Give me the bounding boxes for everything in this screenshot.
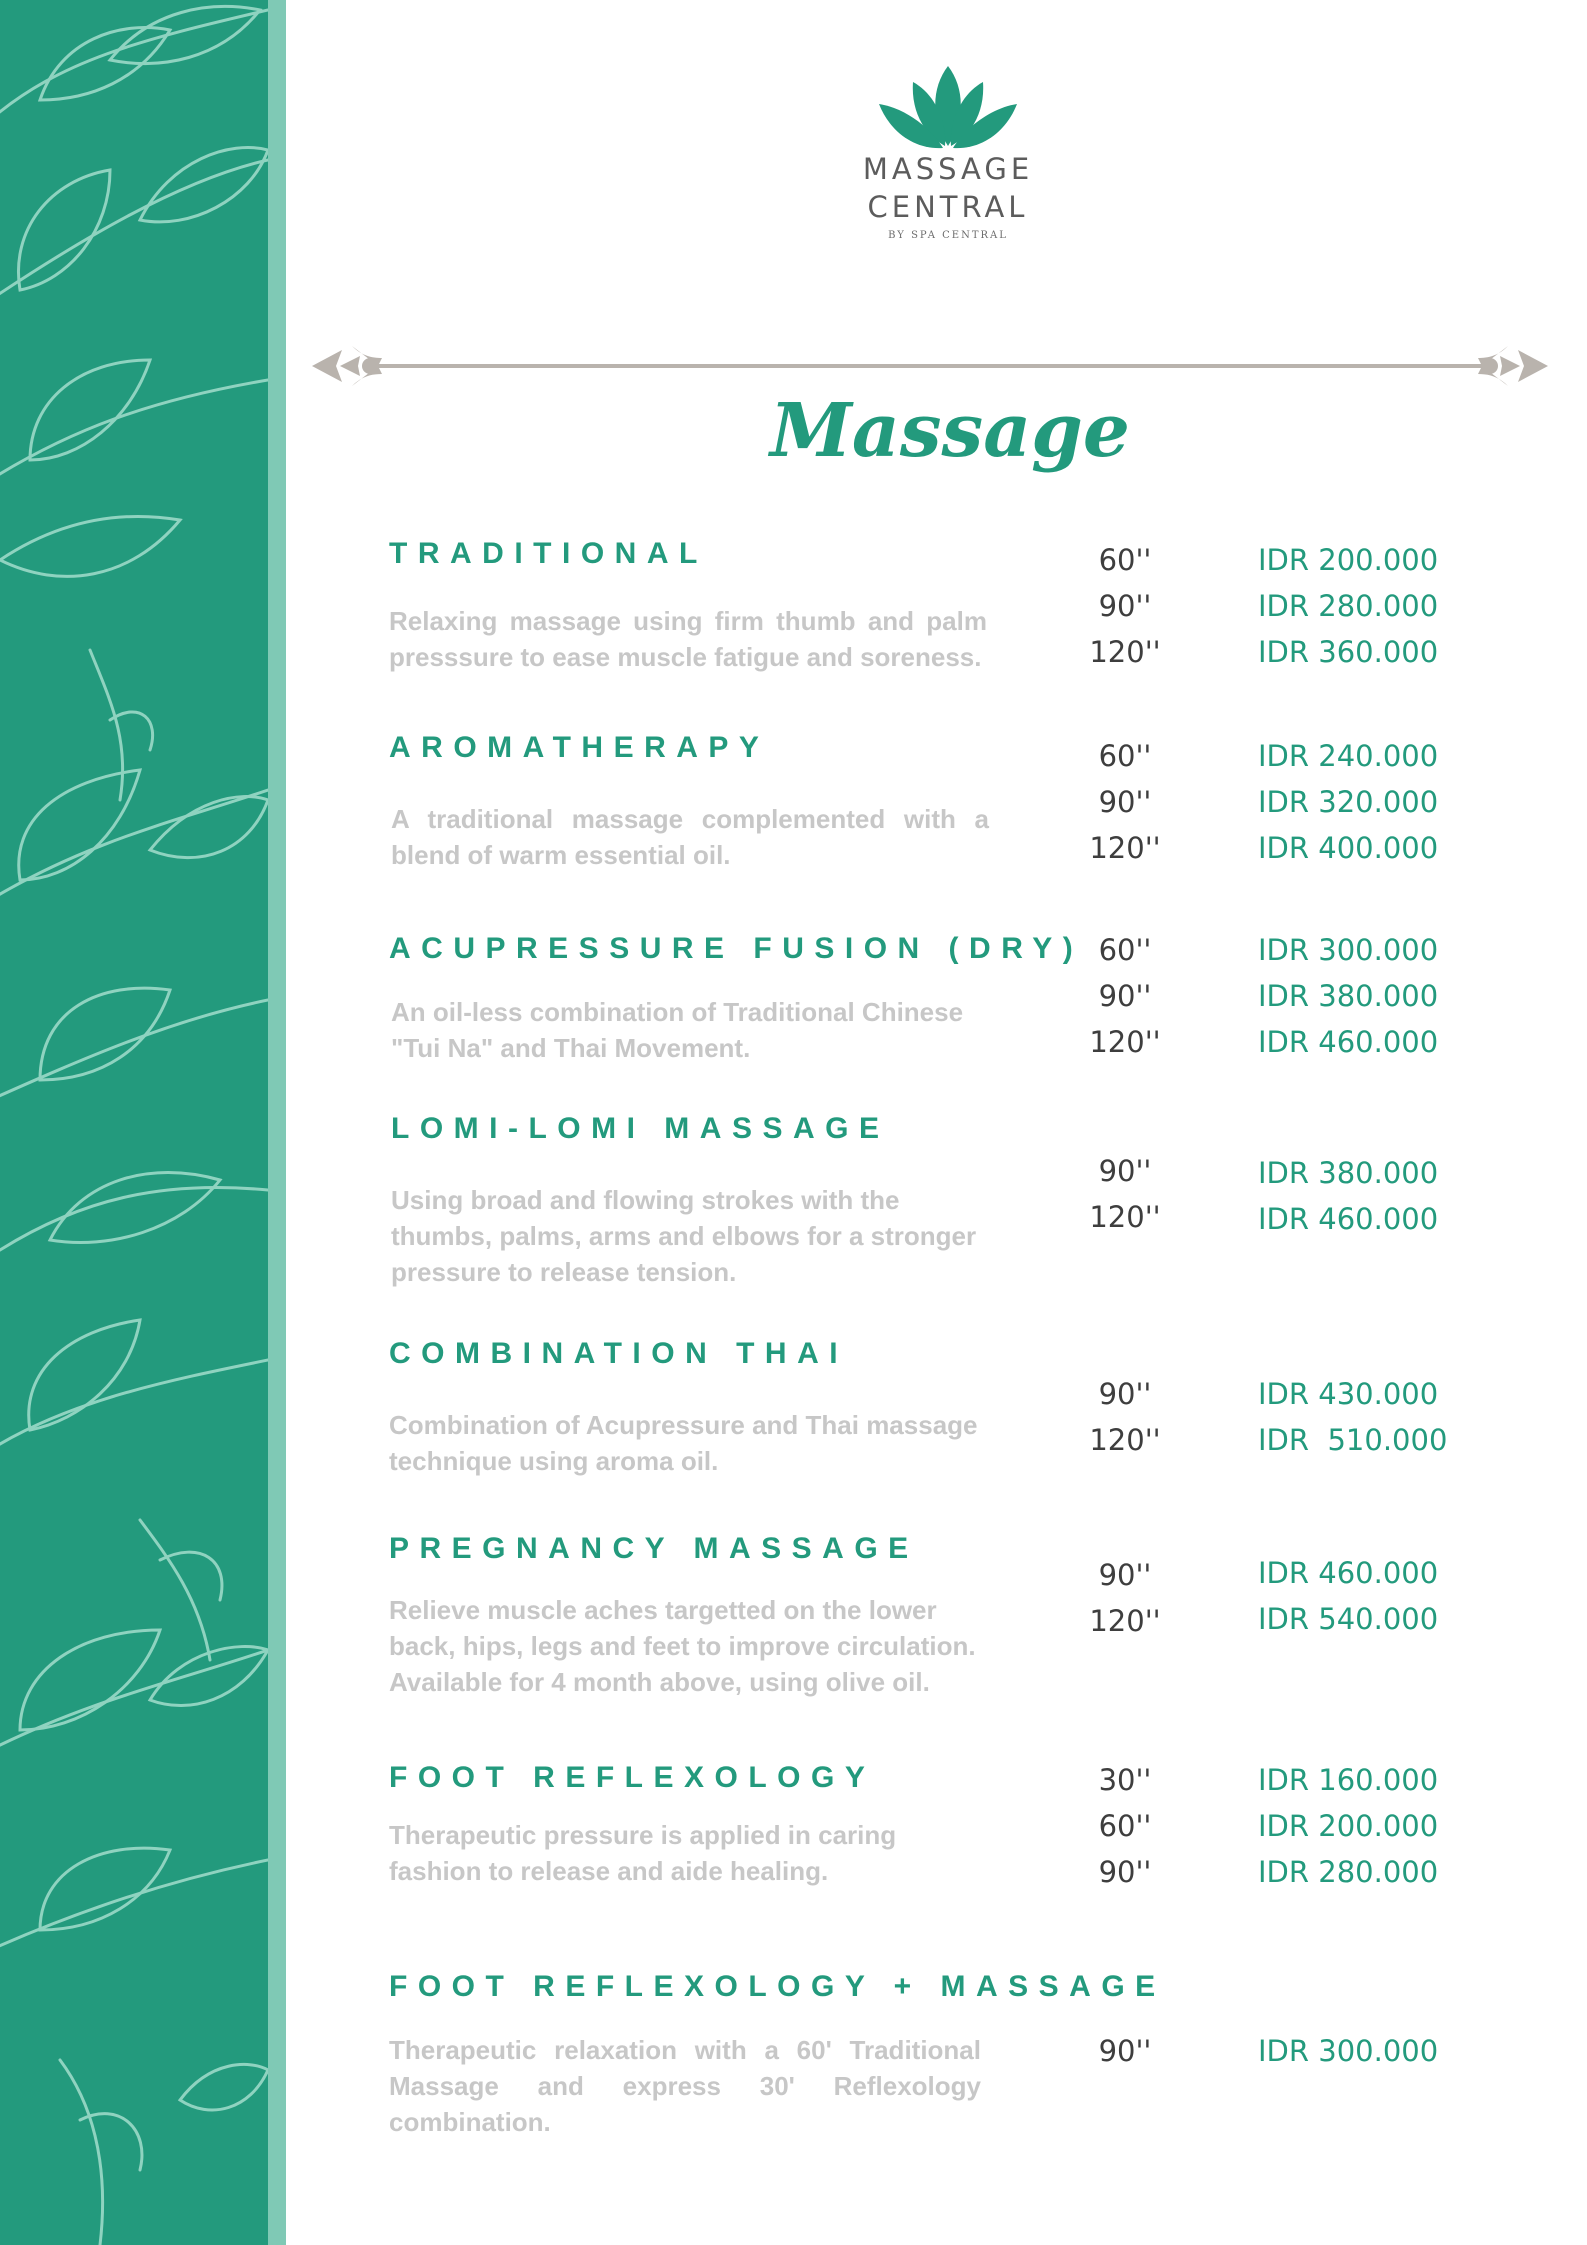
duration: 90''	[1098, 1855, 1152, 1889]
price-list	[1258, 1150, 1498, 1242]
price: IDR 460.000	[1258, 1202, 1439, 1236]
service-description: Combination of Acupressure and Thai massage technique using aroma oil.	[389, 1410, 978, 1476]
price-list	[1258, 927, 1498, 1065]
duration: 90''	[1098, 979, 1152, 1013]
service-name: AROMATHERAPY	[389, 731, 770, 764]
price: IDR 460.000	[1258, 1025, 1439, 1059]
duration: 90''	[1098, 2034, 1152, 2068]
price: IDR 160.000	[1258, 1763, 1439, 1797]
service-description: A traditional massage complemented with a blend of warm essential oil.	[391, 804, 989, 870]
decorative-sidebar	[0, 0, 268, 2245]
price-list	[1258, 1550, 1498, 1642]
price: IDR 380.000	[1258, 979, 1439, 1013]
duration: 60''	[1098, 1809, 1152, 1843]
price: IDR 200.000	[1258, 543, 1439, 577]
price-list	[1258, 1371, 1498, 1463]
price-list	[1258, 537, 1498, 675]
price-list	[1258, 733, 1498, 871]
price: IDR 240.000	[1258, 739, 1439, 773]
duration-list	[1060, 537, 1190, 675]
duration-list	[1060, 2028, 1190, 2074]
service-name: PREGNANCY MASSAGE	[389, 1532, 919, 1565]
brand-logo	[838, 60, 1058, 241]
duration: 30''	[1098, 1763, 1152, 1797]
service-name: TRADITIONAL	[389, 537, 708, 570]
duration: 60''	[1098, 739, 1152, 773]
duration-list	[1060, 1371, 1190, 1463]
duration-list	[1060, 1757, 1190, 1895]
duration-list	[1060, 733, 1190, 871]
service-name: COMBINATION THAI	[389, 1337, 849, 1370]
brand-name-line1: MASSAGE	[862, 152, 1034, 186]
price-list	[1258, 1757, 1498, 1895]
duration: 120''	[1089, 1423, 1161, 1457]
service-description: Therapeutic pressure is applied in caring fashion to release and aide healing.	[389, 1820, 897, 1886]
price: IDR 510.000	[1258, 1423, 1448, 1457]
duration: 90''	[1098, 589, 1152, 623]
price: IDR 380.000	[1258, 1156, 1439, 1190]
price: IDR 300.000	[1258, 933, 1439, 967]
duration: 60''	[1098, 933, 1152, 967]
sidebar-accent-strip	[268, 0, 286, 2245]
price: IDR 280.000	[1258, 1855, 1439, 1889]
duration-list	[1060, 1552, 1190, 1644]
service-name: FOOT REFLEXOLOGY	[389, 1761, 876, 1794]
duration: 90''	[1098, 1377, 1152, 1411]
price: IDR 540.000	[1258, 1602, 1439, 1636]
duration-list	[1060, 1148, 1190, 1240]
price: IDR 300.000	[1258, 2034, 1439, 2068]
price: IDR 280.000	[1258, 589, 1439, 623]
duration: 120''	[1089, 1200, 1161, 1234]
price: IDR 400.000	[1258, 831, 1439, 865]
service-description: Relieve muscle aches targetted on the lower back, hips, legs and feet to improve circulation. Available for 4 month above, using olive oil.	[389, 1595, 976, 1697]
duration: 120''	[1089, 1025, 1161, 1059]
service-name: FOOT REFLEXOLOGY + MASSAGE	[389, 1970, 1166, 2003]
price: IDR 430.000	[1258, 1377, 1439, 1411]
duration: 90''	[1098, 1558, 1152, 1592]
lotus-icon	[873, 60, 1023, 150]
service-description: Therapeutic relaxation with a 60' Traditional Massage and express 30' Reflexology combination.	[389, 2035, 981, 2137]
price: IDR 200.000	[1258, 1809, 1439, 1843]
section-title: Massage	[770, 388, 1130, 474]
duration: 90''	[1098, 1154, 1152, 1188]
service-name: LOMI-LOMI MASSAGE	[391, 1112, 890, 1145]
price: IDR 360.000	[1258, 635, 1439, 669]
duration: 120''	[1089, 831, 1161, 865]
duration: 120''	[1089, 1604, 1161, 1638]
service-description: Relaxing massage using firm thumb and palm presssure to ease muscle fatigue and soreness.	[389, 606, 987, 672]
brand-name-line2: CENTRAL	[867, 190, 1029, 224]
service-description: An oil-less combination of Traditional Chinese "Tui Na" and Thai Movement.	[391, 997, 964, 1063]
price: IDR 460.000	[1258, 1556, 1439, 1590]
price-list	[1258, 2028, 1498, 2074]
price: IDR 320.000	[1258, 785, 1439, 819]
service-description: Using broad and flowing strokes with the thumbs, palms, arms and elbows for a stronger pressure to release tension.	[391, 1185, 977, 1287]
duration-list	[1060, 927, 1190, 1065]
brand-tagline: BY SPA CENTRAL	[888, 230, 1008, 241]
service-name: ACUPRESSURE FUSION (DRY)	[389, 932, 1084, 965]
duration: 90''	[1098, 785, 1152, 819]
duration: 120''	[1089, 635, 1161, 669]
leaf-pattern-icon	[0, 0, 268, 2245]
duration: 60''	[1098, 543, 1152, 577]
ornamental-divider	[312, 336, 1548, 396]
